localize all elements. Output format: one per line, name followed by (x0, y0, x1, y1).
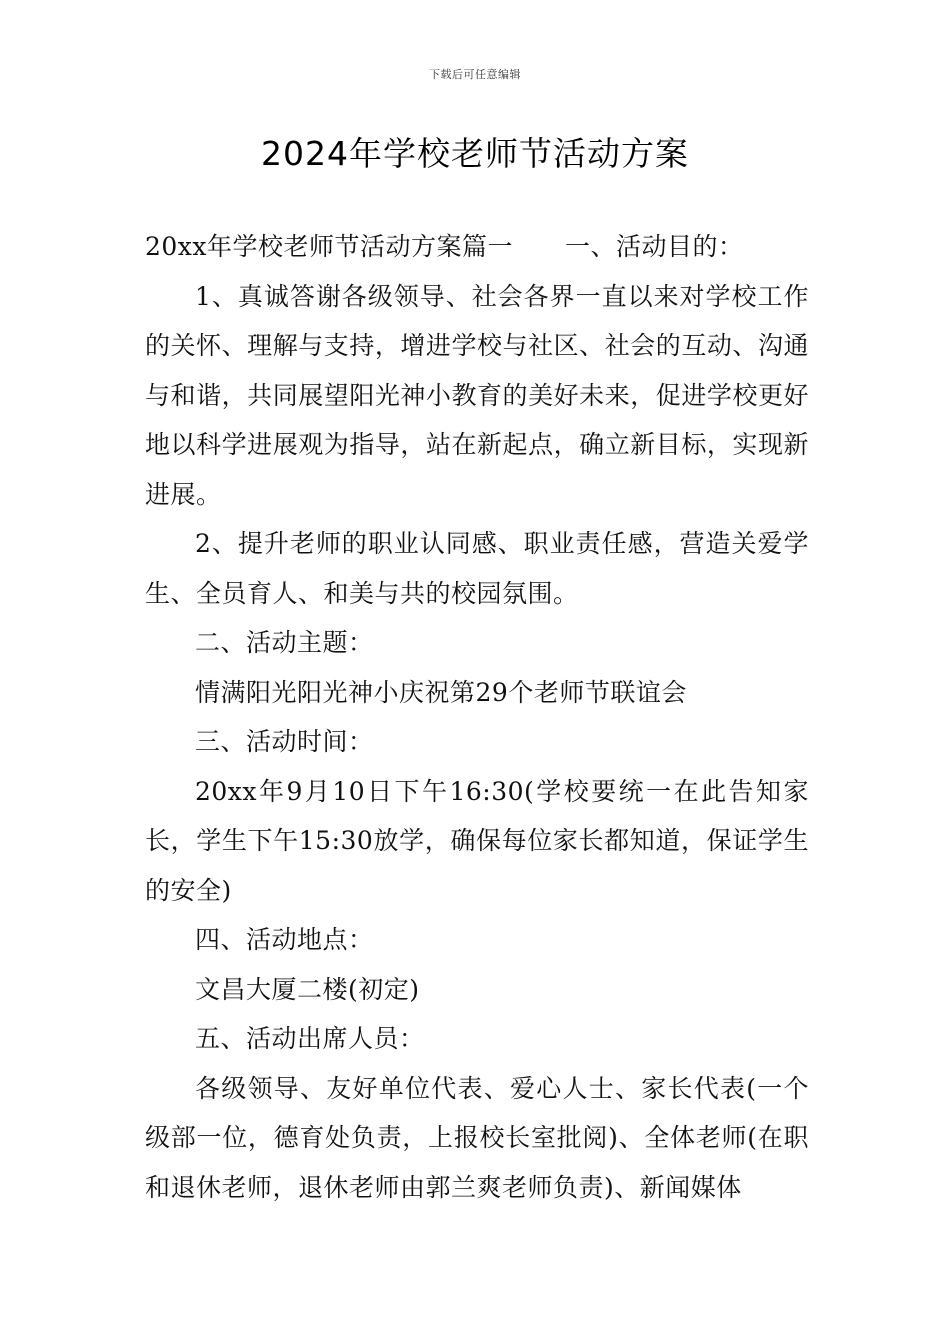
header-note: 下载后可任意编辑 (429, 68, 521, 81)
section-heading-theme: 二、活动主题： (195, 628, 374, 657)
paragraph-theme: 情满阳光阳光神小庆祝第29个老师节联谊会 (195, 677, 687, 707)
intro-line (145, 222, 809, 272)
article-subtitle: 20xx年学校老师节活动方案篇一 (145, 232, 514, 261)
paragraph-purpose-2: 2、提升老师的职业认同感、职业责任感，营造关爱学生、全员育人、和美与共的校园氛围。 (145, 529, 809, 608)
paragraph-time: 20xx年9月10日下午16:30(学校要统一在此告知家长，学生下午15:30放学，确保每位家长都知道，保证学生的安全) (145, 776, 809, 905)
document-body (145, 222, 809, 1212)
section-heading-attendees: 五、活动出席人员： (195, 1024, 425, 1053)
paragraph-purpose-1: 1、真诚答谢各级领导、社会各界一直以来对学校工作的关怀、理解与支持，增进学校与社区、社会的互动、沟通与和谐，共同展望阳光神小教育的美好未来，促进学校更好地以科学进展观为指导，站在新起点，确立新目标，实现新进展。 (145, 281, 809, 509)
section-heading-purpose: 一、活动目的： (565, 232, 744, 261)
paragraph-location: 文昌大厦二楼(初定) (195, 974, 420, 1004)
section-heading-location: 四、活动地点： (195, 925, 374, 954)
paragraph-attendees: 各级领导、友好单位代表、爱心人士、家长代表(一个级部一位，德育处负责，上报校长室批阅)、全体老师(在职和退休老师，退休老师由郭兰爽老师负责)、新闻媒体 (145, 1073, 809, 1202)
section-heading-time: 三、活动时间： (195, 727, 374, 756)
document-title: 2024年学校老师节活动方案 (261, 134, 689, 173)
